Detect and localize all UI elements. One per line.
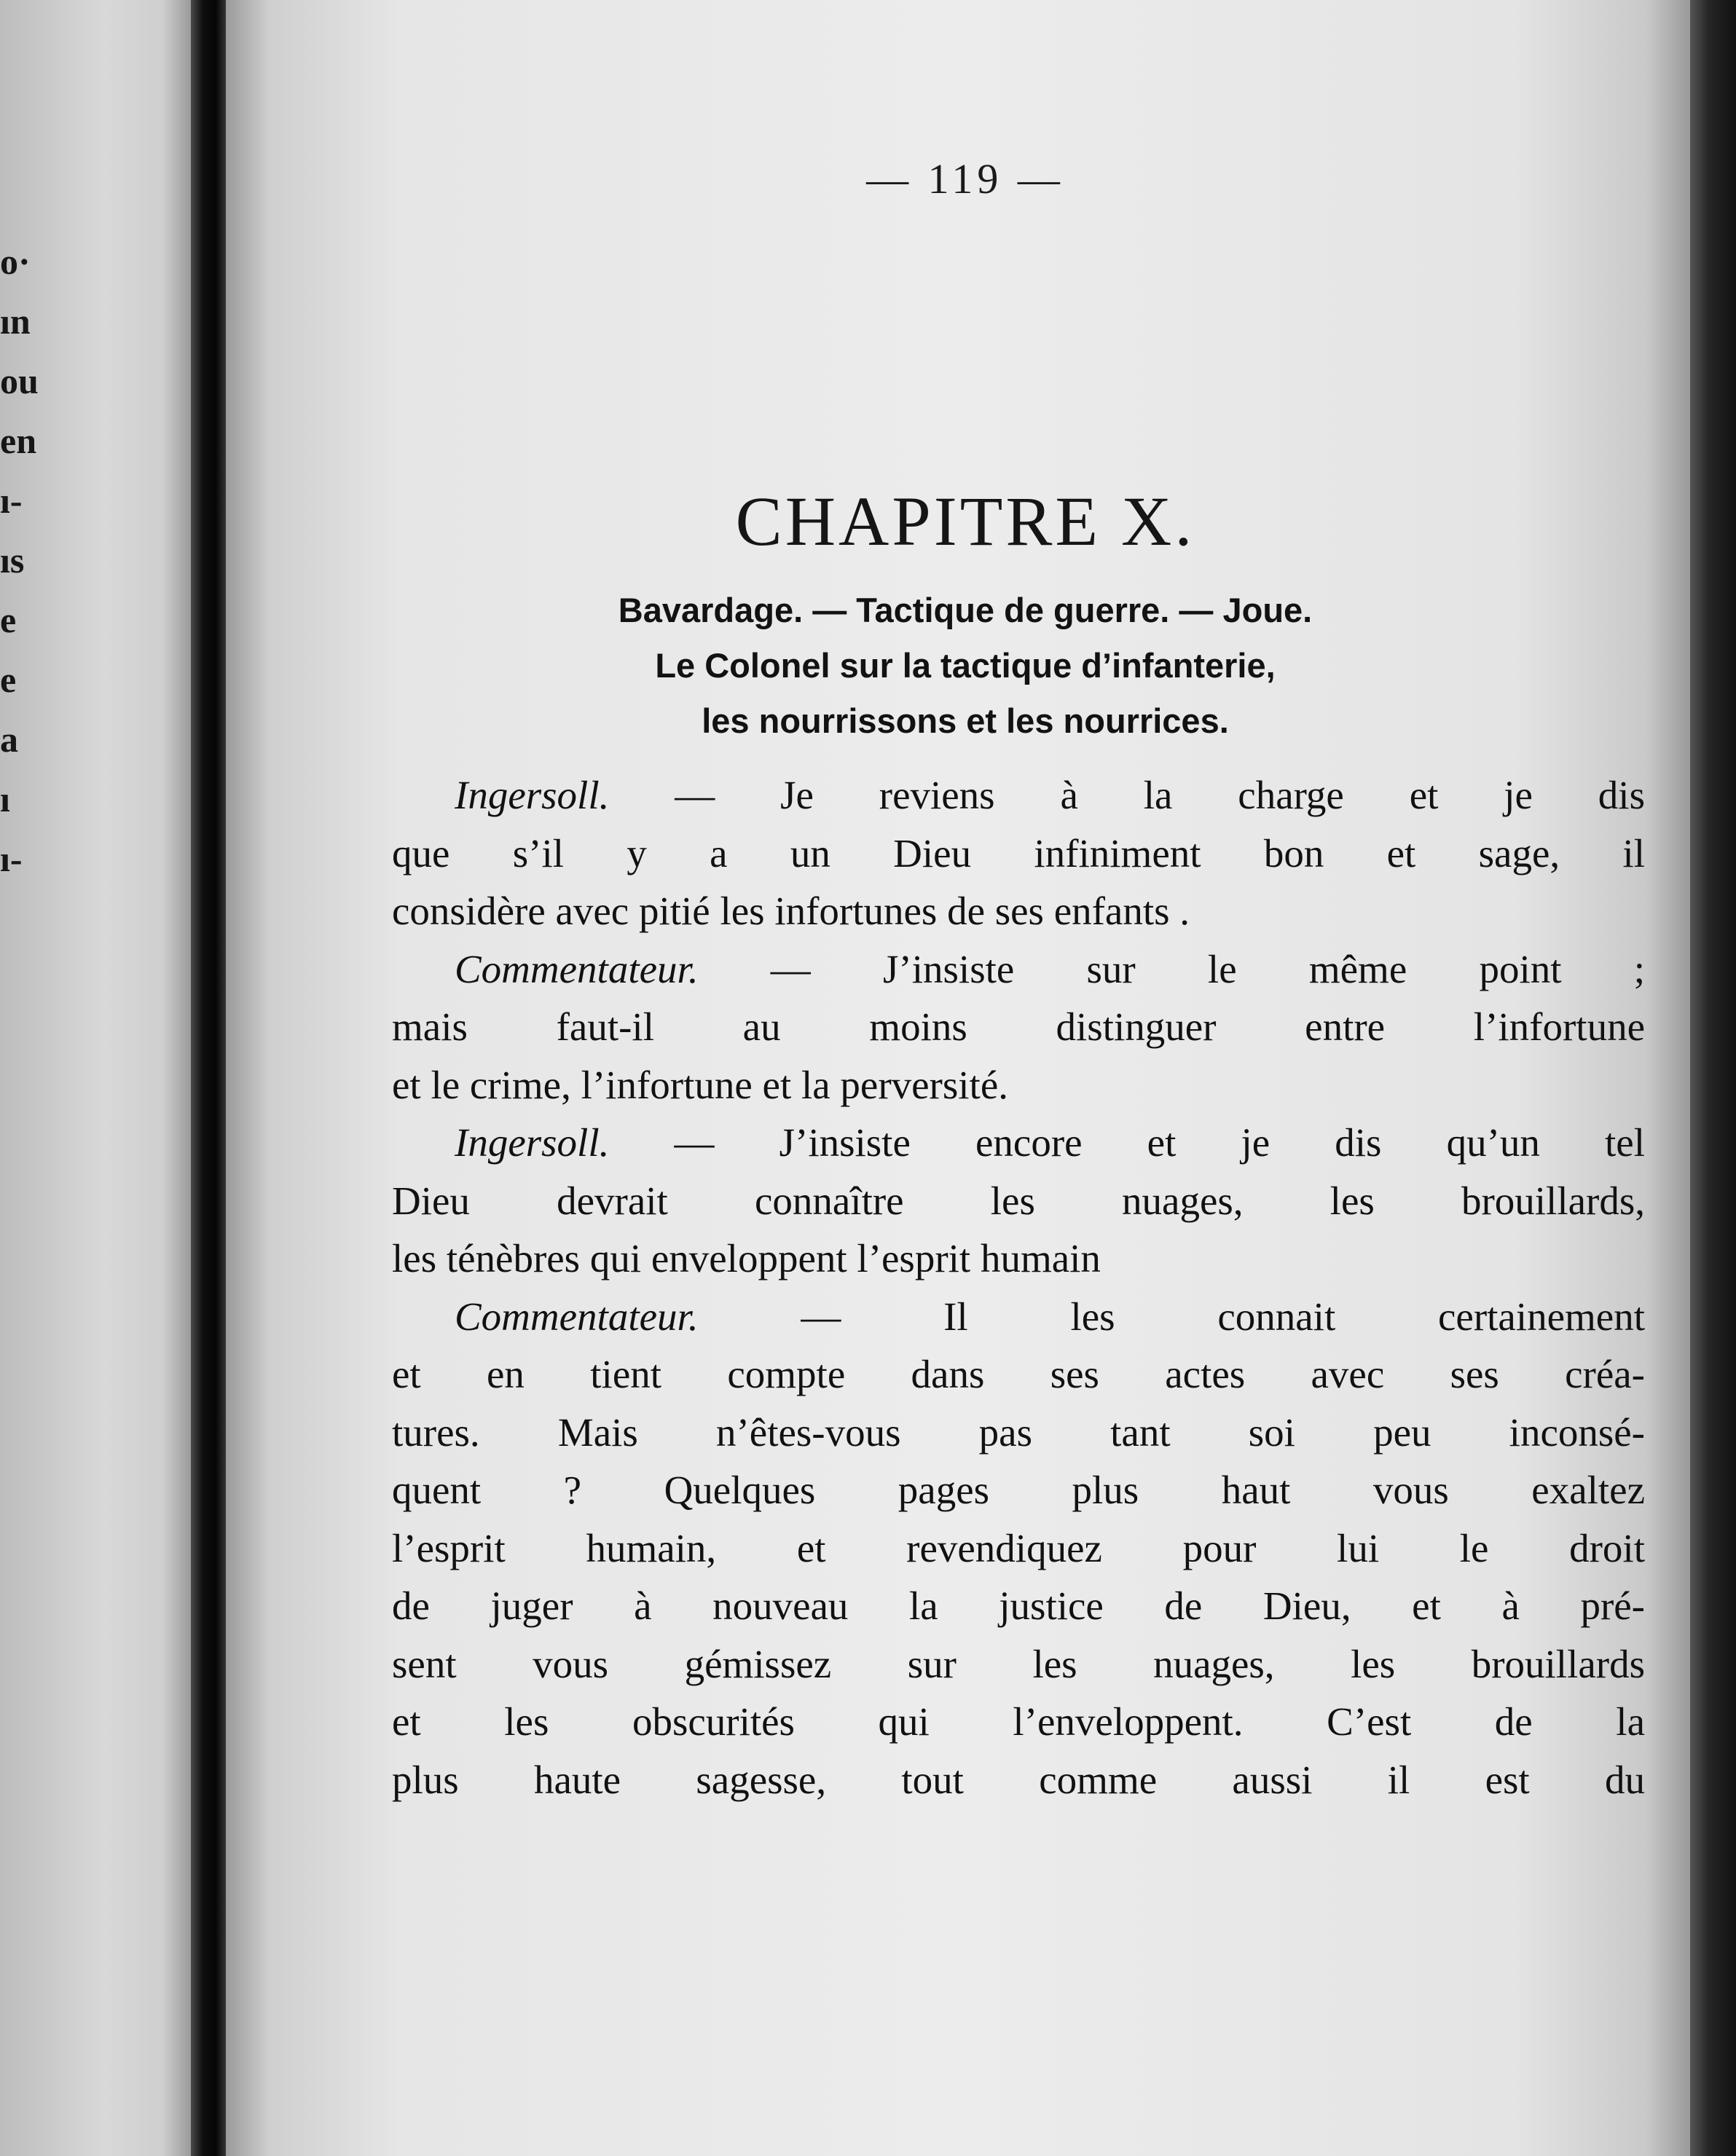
speaker-name: Commentateur. [455,946,699,991]
text-line [392,1404,1645,1462]
page-content [226,0,1705,2156]
line-text: et le crime, l’infortune et la perversité. [392,1062,1009,1107]
line-text: considère avec pitié les infortunes de ses enfants . [392,889,1190,933]
text-line [392,1288,1645,1346]
line-text: — Il les connait certainement [698,1294,1645,1339]
line-text: mais faut-il au moins distinguer entre l’infortune [392,1004,1645,1049]
text-line [392,825,1645,883]
text-line [392,1693,1645,1751]
page-number: — 119 — [866,155,1064,202]
text-line [392,1751,1645,1809]
left-page-fragment: ın [0,301,31,342]
text-line [392,940,1645,999]
text-line [392,766,1645,825]
text-line [392,1345,1645,1404]
left-page-fragment: en [0,420,36,461]
text-line [392,1114,1645,1172]
body-text [392,766,1645,1809]
text-line [392,1056,1645,1114]
left-page-fragment: a [0,719,18,760]
left-page-fragment: e [0,599,17,640]
speaker-name: Ingersoll. [455,1120,610,1165]
book-gutter [191,0,226,2156]
line-text: les ténèbres qui enveloppent l’esprit humain [392,1236,1101,1280]
left-page-fragment: ı [0,779,10,819]
left-page-fragment: ıs [0,540,25,581]
line-text: que s’il y a un Dieu infiniment bon et sage, il [392,830,1645,876]
left-page-fragment: e [0,659,17,700]
text-line [392,1519,1645,1578]
chapter-summary [226,583,1705,749]
summary-line: Le Colonel sur la tactique d’infanterie, [655,646,1276,685]
text-line [392,882,1645,940]
text-line [392,1230,1645,1288]
line-text: quent ? Quelques pages plus haut vous exaltez [392,1468,1645,1512]
line-text: et les obscurités qui l’enveloppent. C’est de la [392,1699,1645,1744]
line-text: sent vous gémissez sur les nuages, les brouillards [392,1641,1645,1686]
text-line [392,1635,1645,1693]
speaker-name: Ingersoll. [455,773,610,817]
line-text: plus haute sagesse, tout comme aussi il est du [392,1757,1645,1802]
left-page-fragment: ou [0,361,39,401]
line-text: de juger à nouveau la justice de Dieu, et à pré- [392,1583,1645,1628]
line-text: — Je reviens à la charge et je dis [609,773,1645,817]
line-text: l’esprit humain, et revendiquez pour lui le droit [392,1525,1645,1570]
left-page-fragment: ı- [0,838,23,879]
summary-line: Bavardage. — Tactique de guerre. — Joue. [618,591,1313,629]
line-text: tures. Mais n’êtes-vous pas tant soi peu inconsé- [392,1409,1645,1455]
line-text: Dieu devrait connaître les nuages, les brouillards, [392,1178,1645,1223]
left-page-fragment: o· [0,241,31,282]
left-facing-page [0,0,191,2156]
text-line [392,1172,1645,1230]
text-line [392,1577,1645,1635]
line-text: — J’insiste sur le même point ; [698,946,1645,991]
line-text: — J’insiste encore et je dis qu’un tel [609,1120,1645,1165]
text-line [392,998,1645,1056]
chapter-title: CHAPITRE X. [735,482,1195,560]
line-text: et en tient compte dans ses actes avec ses créa- [392,1352,1645,1396]
summary-line: les nourrissons et les nourrices. [702,701,1229,740]
speaker-name: Commentateur. [455,1294,699,1339]
text-line [392,1461,1645,1519]
left-page-fragment: ı- [0,480,23,521]
